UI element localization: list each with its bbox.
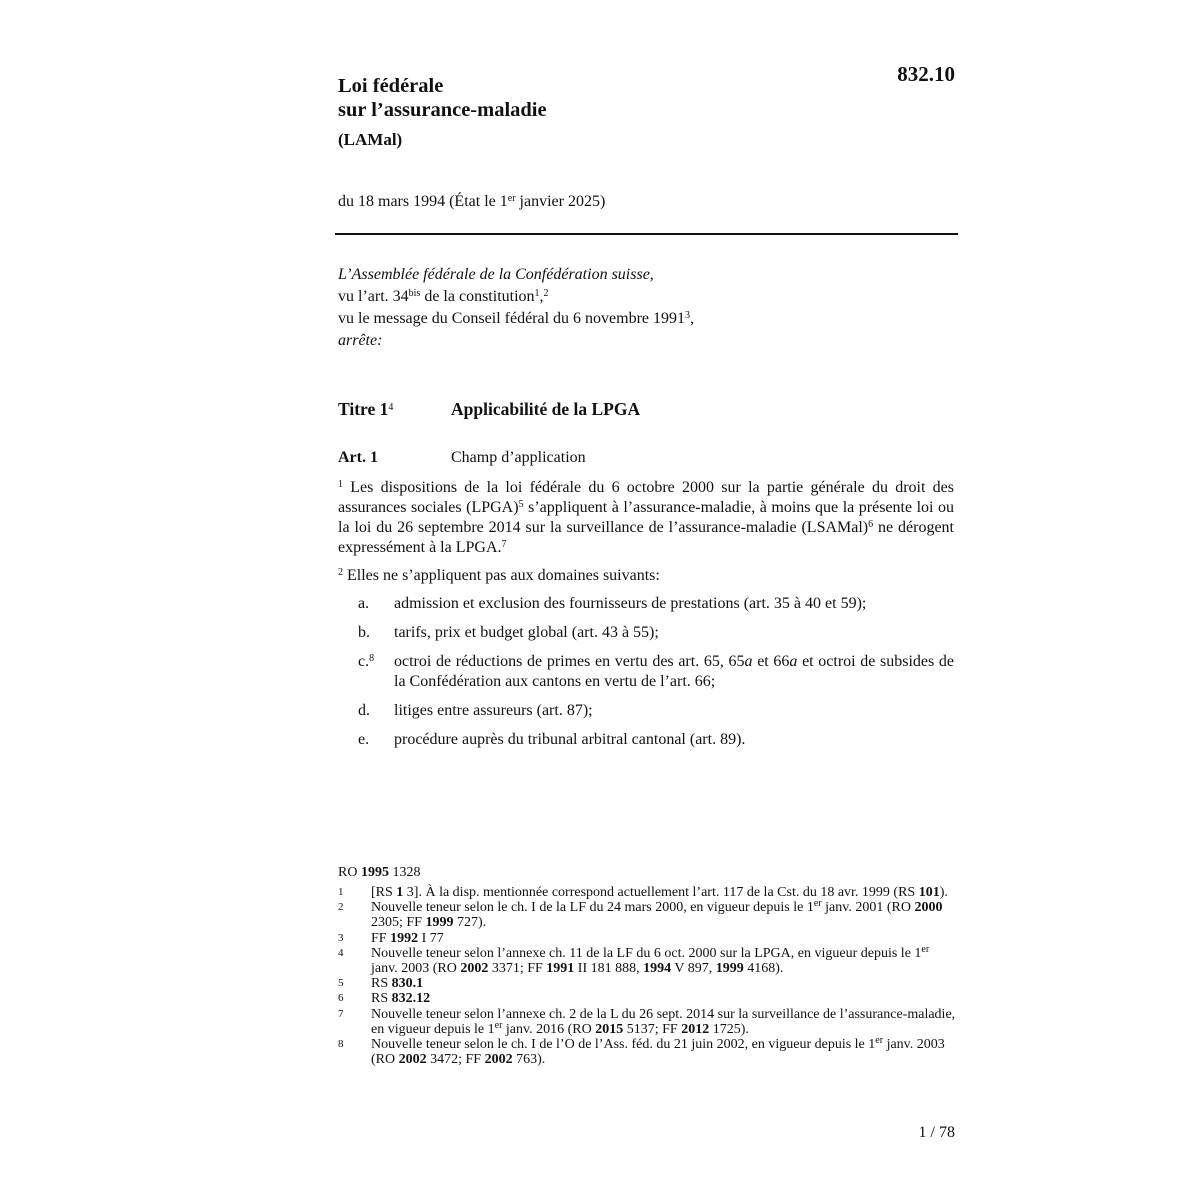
list-item: c.$^8$ octroi de réductions de primes en vertu des art. 65, 65a et 66a et octroi de subsides de la Confédération aux cantons en vertu de l’art. 66;: [358, 653, 955, 690]
titre-label: Titre 1: [338, 399, 389, 419]
footnote-ref-3[interactable]: 3: [685, 310, 691, 321]
footnote-ref-2[interactable]: 2: [543, 288, 549, 299]
law-abbreviation: (LAMal): [338, 130, 403, 149]
footnote-ref-6[interactable]: 6: [868, 519, 874, 530]
preamble: [338, 264, 694, 352]
footnote: 2 Nouvelle teneur selon le ch. I de la LF du 24 mars 2000, en vigueur depuis le 1er janv. 2001 (RO 2000 2305; FF 1999 727).: [338, 898, 943, 931]
domain-list: [338, 594, 958, 759]
footnote-ref-5[interactable]: 5: [518, 499, 524, 510]
footnote: 7 Nouvelle teneur selon l’annexe ch. 2 de la L du 26 sept. 2014 sur la surveillance de l’assurance-maladie, en vigueur depuis le 1er janv. 2016 (RO 2015 5137; FF 2012 1725).: [338, 1006, 956, 1037]
preamble-vu-constitution: vu l’art. $34^{bis}$ de la constitution$^1$,$^2$: [338, 288, 549, 305]
page-number: 1 / 78: [918, 1124, 955, 1141]
article-title: Champ d’application: [451, 449, 586, 466]
ro-reference: RO 1995 1328: [338, 865, 421, 880]
list-item: a. admission et exclusion des fournisseurs de prestations (art. 35 à 40 et 59);: [358, 595, 867, 612]
list-item: d. litiges entre assureurs (art. 87);: [358, 702, 593, 719]
article-paragraph-2: $^2$ Elles ne s’appliquent pas aux domaines suivants:: [338, 567, 660, 584]
footnote: 4 Nouvelle teneur selon l’annexe ch. 11 de la LF du 6 oct. 2000 sur la LPGA, en vigueur depuis le 1er janv. 2003 (RO 2002 3371; FF 1991 II 181 888, 1994 V 897, 1999 4168).: [338, 943, 930, 977]
footnote: 3 FF 1992 I 77: [338, 930, 444, 946]
preamble-vu-message: vu le message du Conseil fédéral du 6 novembre 1991$^3$,: [338, 310, 695, 327]
footnote-ref-8[interactable]: 8: [369, 653, 375, 664]
law-title-line-2: sur l’assurance-maladie: [338, 99, 547, 121]
article-label: Art. 1: [338, 449, 378, 466]
footnote: 6 RS 832.12: [338, 991, 431, 1007]
law-title: [338, 74, 547, 122]
titre-title: Applicabilité de la LPGA: [451, 399, 641, 419]
article-paragraph-1: $^1$ Les dispositions de la loi fédérale du 6 octobre 2000 sur la partie générale du droit des assurances sociales (LPGA)$^5$ s’appliquent à l’assurance-maladie, à moins que la présente loi ou la loi du 26 septembre 2014 sur la surveillance de l’assurance-maladie (LSAMal)$^6$ ne dérogent expressément à la LPGA.$^7$: [338, 479, 955, 556]
footnote-ref-1[interactable]: 1: [534, 288, 540, 299]
footnote: 1 [RS 1 3]. À la disp. mentionnée correspond actuellement l’art. 117 de la Cst. du 18 avr. 1999 (RS 101).: [338, 885, 948, 900]
sr-number: 832.10: [897, 62, 955, 86]
footnotes: [338, 885, 958, 1067]
list-item: b. tarifs, prix et budget global (art. 43 à 55);: [358, 624, 659, 641]
titre-heading: [338, 399, 958, 420]
list-item: e. procédure auprès du tribunal arbitral cantonal (art. 89).: [358, 731, 746, 748]
article-heading: [338, 449, 958, 467]
footnote: 5 RS 830.1: [338, 976, 424, 992]
footnote-ref-4[interactable]: 4: [388, 402, 394, 413]
preamble-assembly: L’Assemblée fédérale de la Confédération suisse,: [338, 266, 654, 283]
date-line: du 18 mars 1994 (État le 1er janvier 2025): [338, 193, 606, 210]
footnote-ref-7[interactable]: 7: [501, 539, 507, 550]
footnote: 8 Nouvelle teneur selon le ch. I de l’O de l’Ass. féd. du 21 juin 2002, en vigueur depuis le 1er janv. 2003 (RO 2002 3472; FF 2002 763).: [338, 1035, 945, 1068]
preamble-arrete: arrête:: [338, 332, 383, 349]
law-title-line-1: Loi fédérale: [338, 75, 444, 97]
header-divider: [335, 233, 958, 235]
